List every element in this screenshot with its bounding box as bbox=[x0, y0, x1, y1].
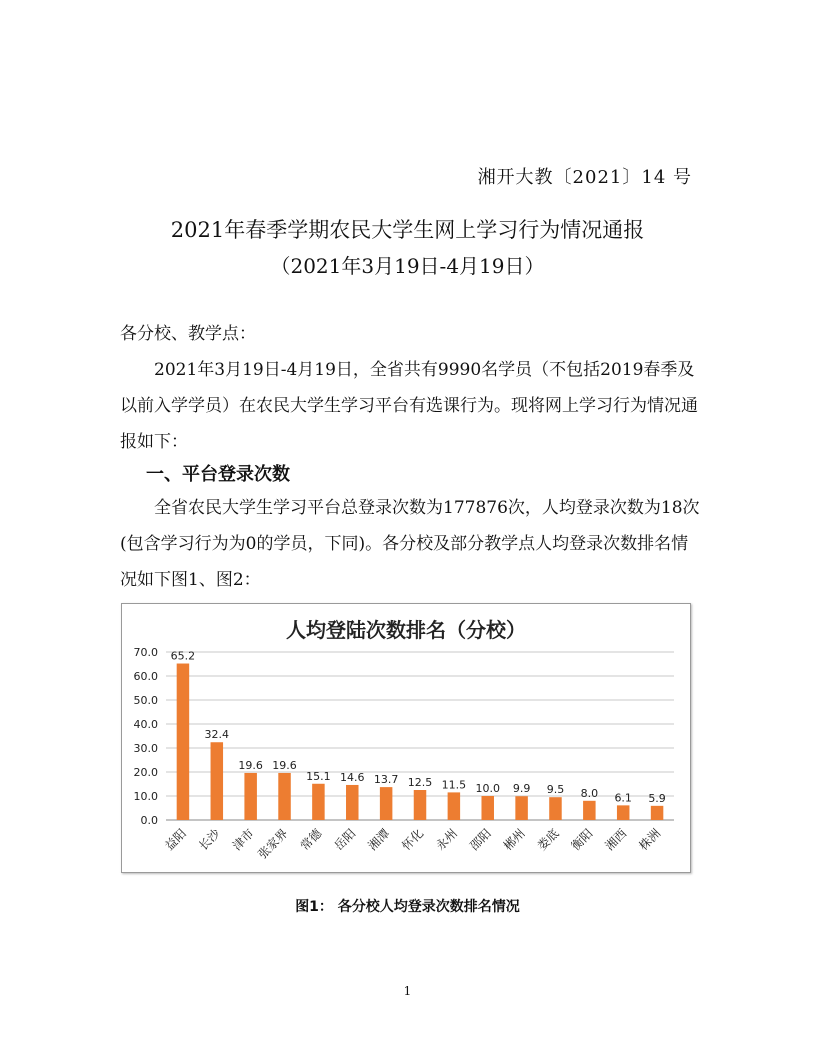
section-heading-login-count: 一、平台登录次数 bbox=[146, 464, 290, 485]
greeting: 各分校、教学点： bbox=[120, 324, 256, 344]
figure-caption: 图1： 各分校人均登录次数排名情况 bbox=[295, 899, 520, 915]
data-label: 9.5 bbox=[546, 783, 565, 797]
data-label: 12.5 bbox=[407, 776, 433, 789]
x-tick-label: 怀化 bbox=[399, 826, 427, 854]
y-tick-label: 60.0 bbox=[133, 670, 158, 683]
bar-湘西 bbox=[617, 805, 630, 820]
bar-邵阳 bbox=[481, 796, 494, 820]
bar-津市 bbox=[244, 773, 257, 820]
x-tick-label: 邵阳 bbox=[466, 826, 494, 854]
bar-益阳 bbox=[177, 664, 190, 820]
y-tick-label: 30.0 bbox=[133, 742, 158, 755]
y-tick-label: 10.0 bbox=[133, 790, 158, 803]
data-label: 19.6 bbox=[238, 758, 263, 772]
y-tick-label: 50.0 bbox=[133, 694, 158, 707]
data-label: 8.0 bbox=[580, 786, 599, 800]
login-count-paragraph: 全省农民大学生学习平台总登录次数为177876次，人均登录次数为18次(包含学习行为为0的学员，下同)。各分校及部分教学点人均登录次数排名情况如下图1、图2： bbox=[120, 498, 700, 590]
data-label: 5.9 bbox=[648, 791, 666, 805]
bar-湘潭 bbox=[380, 787, 393, 820]
document-title: 2021年春季学期农民大学生网上学习行为情况通报 bbox=[170, 218, 645, 242]
data-label: 15.1 bbox=[306, 769, 331, 783]
bar-永州 bbox=[448, 792, 461, 820]
document-date-range: （2021年3月19日-4月19日） bbox=[270, 254, 545, 278]
data-label: 65.2 bbox=[170, 649, 196, 663]
y-tick-label: 20.0 bbox=[133, 766, 158, 779]
bar-岳阳 bbox=[346, 785, 359, 820]
bar-株洲 bbox=[651, 806, 664, 820]
data-label: 6.1 bbox=[614, 791, 632, 805]
x-tick-label: 常德 bbox=[297, 826, 325, 854]
data-label: 9.9 bbox=[512, 782, 531, 796]
data-label: 32.4 bbox=[204, 728, 230, 742]
y-tick-label: 0.0 bbox=[140, 814, 158, 827]
login-ranking-chart bbox=[121, 603, 691, 873]
x-tick-label: 永州 bbox=[433, 826, 460, 854]
x-tick-label: 湘潭 bbox=[365, 826, 393, 854]
y-tick-label: 70.0 bbox=[133, 646, 158, 659]
bar-娄底 bbox=[549, 797, 562, 820]
data-label: 19.6 bbox=[272, 758, 297, 772]
x-tick-label: 张家界 bbox=[255, 826, 291, 862]
document-number: 湘开大教〔2021〕14 号 bbox=[477, 167, 692, 188]
data-label: 14.6 bbox=[340, 770, 365, 784]
chart-canvas bbox=[122, 604, 690, 872]
x-tick-label: 郴州 bbox=[500, 826, 528, 854]
bar-常德 bbox=[312, 784, 325, 820]
x-tick-label: 津市 bbox=[229, 826, 257, 854]
bar-长沙 bbox=[211, 742, 224, 820]
bar-衡阳 bbox=[583, 801, 596, 820]
x-tick-label: 益阳 bbox=[162, 826, 190, 854]
intro-paragraph: 2021年3月19日-4月19日，全省共有9990名学员（不包括2019春季及以前入学学员）在农民大学生学习平台有选课行为。现将网上学习行为情况通报如下： bbox=[120, 360, 698, 452]
x-tick-label: 株洲 bbox=[636, 826, 664, 854]
bar-怀化 bbox=[414, 790, 427, 820]
x-tick-label: 娄底 bbox=[534, 826, 562, 854]
chart-title: 人均登陆次数排名（分校） bbox=[286, 618, 526, 642]
data-label: 11.5 bbox=[441, 778, 467, 792]
bar-郴州 bbox=[515, 796, 528, 820]
x-tick-label: 长沙 bbox=[196, 826, 223, 854]
x-tick-label: 岳阳 bbox=[331, 826, 359, 854]
x-tick-label: 湘西 bbox=[602, 826, 630, 854]
bar-张家界 bbox=[278, 773, 291, 820]
data-label: 13.7 bbox=[373, 773, 399, 787]
x-tick-label: 衡阳 bbox=[568, 826, 596, 854]
data-label: 10.0 bbox=[475, 782, 500, 795]
y-tick-label: 40.0 bbox=[133, 718, 158, 731]
page-number: 1 bbox=[403, 984, 412, 998]
